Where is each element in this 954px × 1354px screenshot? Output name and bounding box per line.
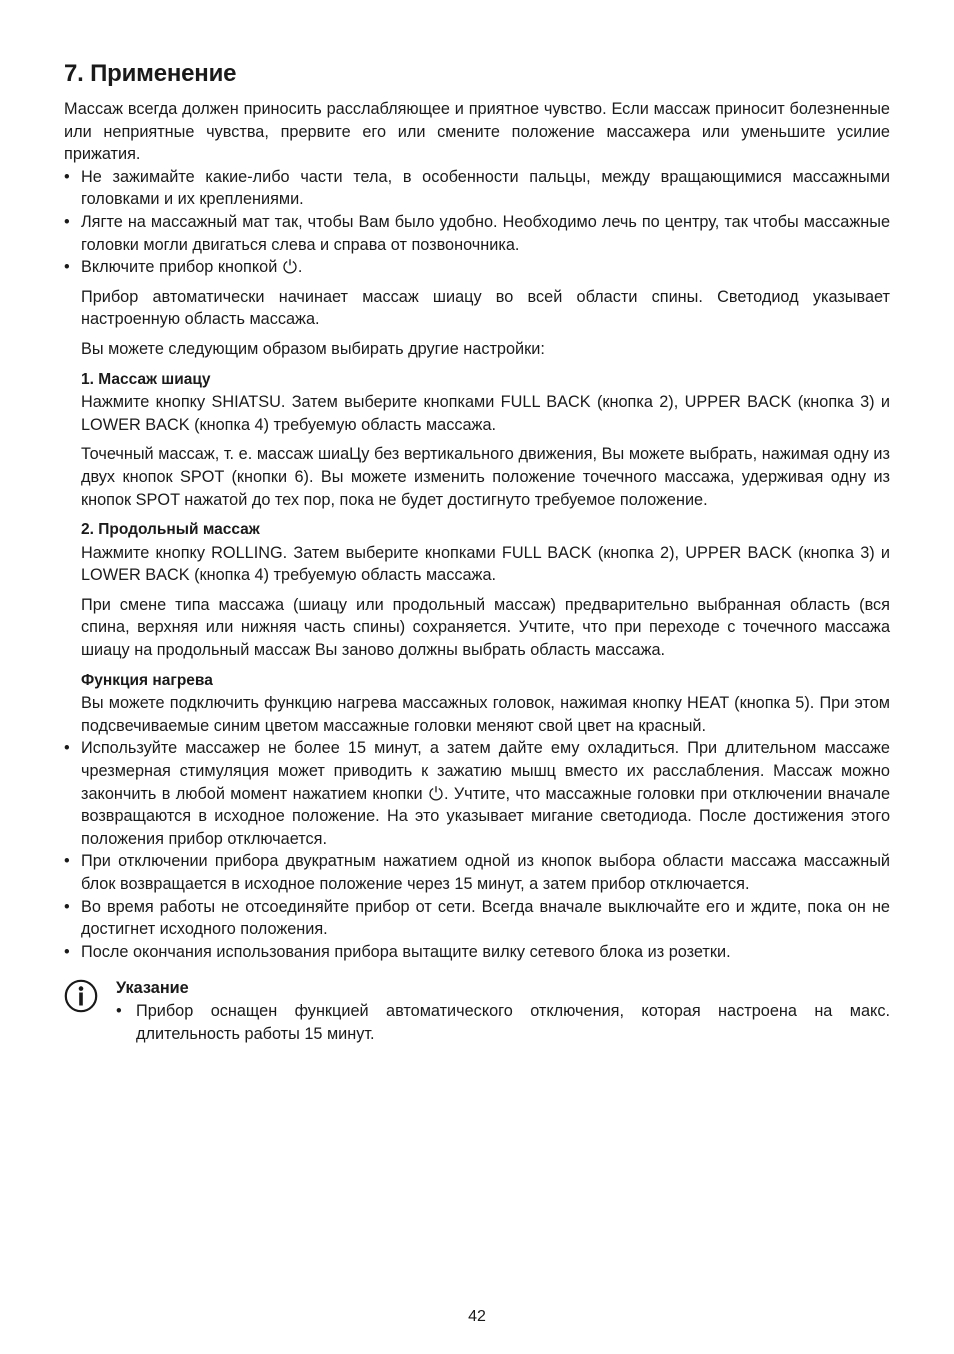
shiatsu-paragraph: Нажмите кнопку SHIATSU. Затем выберите кнопками FULL BACK (кнопка 2), UPPER BACK (кнопка 3) и LOWER BACK (кнопка 4) требуемую область массажа. xyxy=(81,393,890,434)
heat-paragraph: Вы можете подключить функцию нагрева массажных головок, нажимая кнопку HEAT (кнопка 5). При этом подсвечиваемые синим цветом массажные головки меняют свой цвет на красный. xyxy=(81,694,890,735)
bottom-bullet-list xyxy=(64,737,890,963)
list-item-text: Не зажимайте какие-либо части тела, в особенности пальцы, между вращающимися массажными головками и их креплениями. xyxy=(81,167,890,209)
rolling-paragraph: Нажмите кнопку ROLLING. Затем выберите кнопками FULL BACK (кнопка 2), UPPER BACK (кнопка 3) и LOWER BACK (кнопка 4) требуемую область массажа. xyxy=(81,543,890,585)
list-item-text: При отключении прибора двукратным нажатием одной из кнопок выбора области массажа массажный блок возвращается в исходное положение через 15 минут, а затем прибор отключается. xyxy=(81,852,890,893)
bullet-dot: • xyxy=(64,942,70,961)
shiatsu-heading: 1. Массаж шиацу xyxy=(81,370,211,388)
list-item xyxy=(64,166,890,211)
list-item-text: Прибор оснащен функцией автоматического отключения, которая настроена на макс. длительность работы 15 минут. xyxy=(136,1001,890,1043)
bullet-dot: • xyxy=(64,167,70,186)
list-item xyxy=(116,1000,890,1045)
note-box xyxy=(64,977,890,1045)
page-number: 42 xyxy=(468,1308,486,1325)
auto-start-paragraph: Прибор автоматически начинает массаж шиацу во всей области спины. Светодиод указывает настроенную область массажа. xyxy=(81,287,890,329)
massage-change-paragraph: При смене типа массажа (шиацу или продольный массаж) предварительно выбранная область (вся спина, верхняя или нижняя часть спины) сохраняется. Учтите, что при переходе с точечного массажа шиацу на продольный массаж Вы заново должны выбрать область массажа. xyxy=(81,595,890,660)
list-item xyxy=(64,256,890,279)
bullet-dot: • xyxy=(64,212,70,231)
switch-on-text: Включите прибор кнопкой xyxy=(81,258,278,277)
list-item-text: Лягте на массажный мат так, чтобы Вам было удобно. Необходимо лечь по центру, так чтобы массажные головки могли двигаться слева и справа от позвоночника. xyxy=(81,212,890,254)
list-item-text: После окончания использования прибора вытащите вилку сетевого блока из розетки. xyxy=(81,942,731,961)
info-icon xyxy=(64,979,98,1013)
spot-paragraph: Точечный массаж, т. е. массаж шиаЦу без вертикального движения, Вы можете выбрать, нажимая одну из двух кнопок SPOT (кнопки 6). Вы можете изменить положение точечного массажа, удерживая одну из кнопок SPOT нажатой до тех пор, пока не будет достигнуто требуемое положение. xyxy=(81,445,890,509)
list-item xyxy=(64,737,890,850)
note-bullet-list xyxy=(116,1000,890,1045)
bullet-dot: • xyxy=(64,258,70,277)
heat-heading: Функция нагрева xyxy=(81,671,213,689)
rolling-heading: 2. Продольный массаж xyxy=(81,521,260,539)
list-item-text: Используйте массажер не более 15 минут, а затем дайте ему охладиться. При длительном массаже чрезмерная стимуляция может приводить к зажатию мышц вместо их расслабления. Массаж можно закончить в любой момент нажатием кнопки xyxy=(81,739,890,803)
list-item-text-end: . Учтите, что массажные головки при отключении вначале возвращаются в исходное положение. На это указывает мигание светодиода. После достижения этого положения прибор отключается. xyxy=(81,784,890,848)
intro-paragraph: Массаж всегда должен приносить расслабляющее и приятное чувство. Если массаж приносит болезненные или неприятные чувства, прервите его или смените положение массажера или уменьшите усилие прижатия. xyxy=(64,100,890,164)
switch-on-text-end: . xyxy=(297,258,303,277)
list-item xyxy=(64,850,890,895)
manual-page xyxy=(64,58,890,1045)
bullet-dot: • xyxy=(64,852,70,871)
bullet-dot: • xyxy=(116,1001,122,1020)
list-item-text: Во время работы не отсоединяйте прибор от сети. Всегда вначале выключайте его и ждите, пока он не достигнет исходного положения. xyxy=(81,897,890,939)
list-item xyxy=(64,941,890,964)
choose-settings-paragraph: Вы можете следующим образом выбирать другие настройки: xyxy=(81,339,545,358)
list-item xyxy=(64,896,890,941)
power-icon xyxy=(428,785,444,801)
note-title: Указание xyxy=(116,979,189,998)
section-title: 7. Применение xyxy=(64,60,237,87)
top-bullet-list xyxy=(64,166,890,279)
power-icon xyxy=(282,258,298,274)
list-item xyxy=(64,211,890,256)
bullet-dot: • xyxy=(64,739,70,758)
bullet-dot: • xyxy=(64,897,70,916)
